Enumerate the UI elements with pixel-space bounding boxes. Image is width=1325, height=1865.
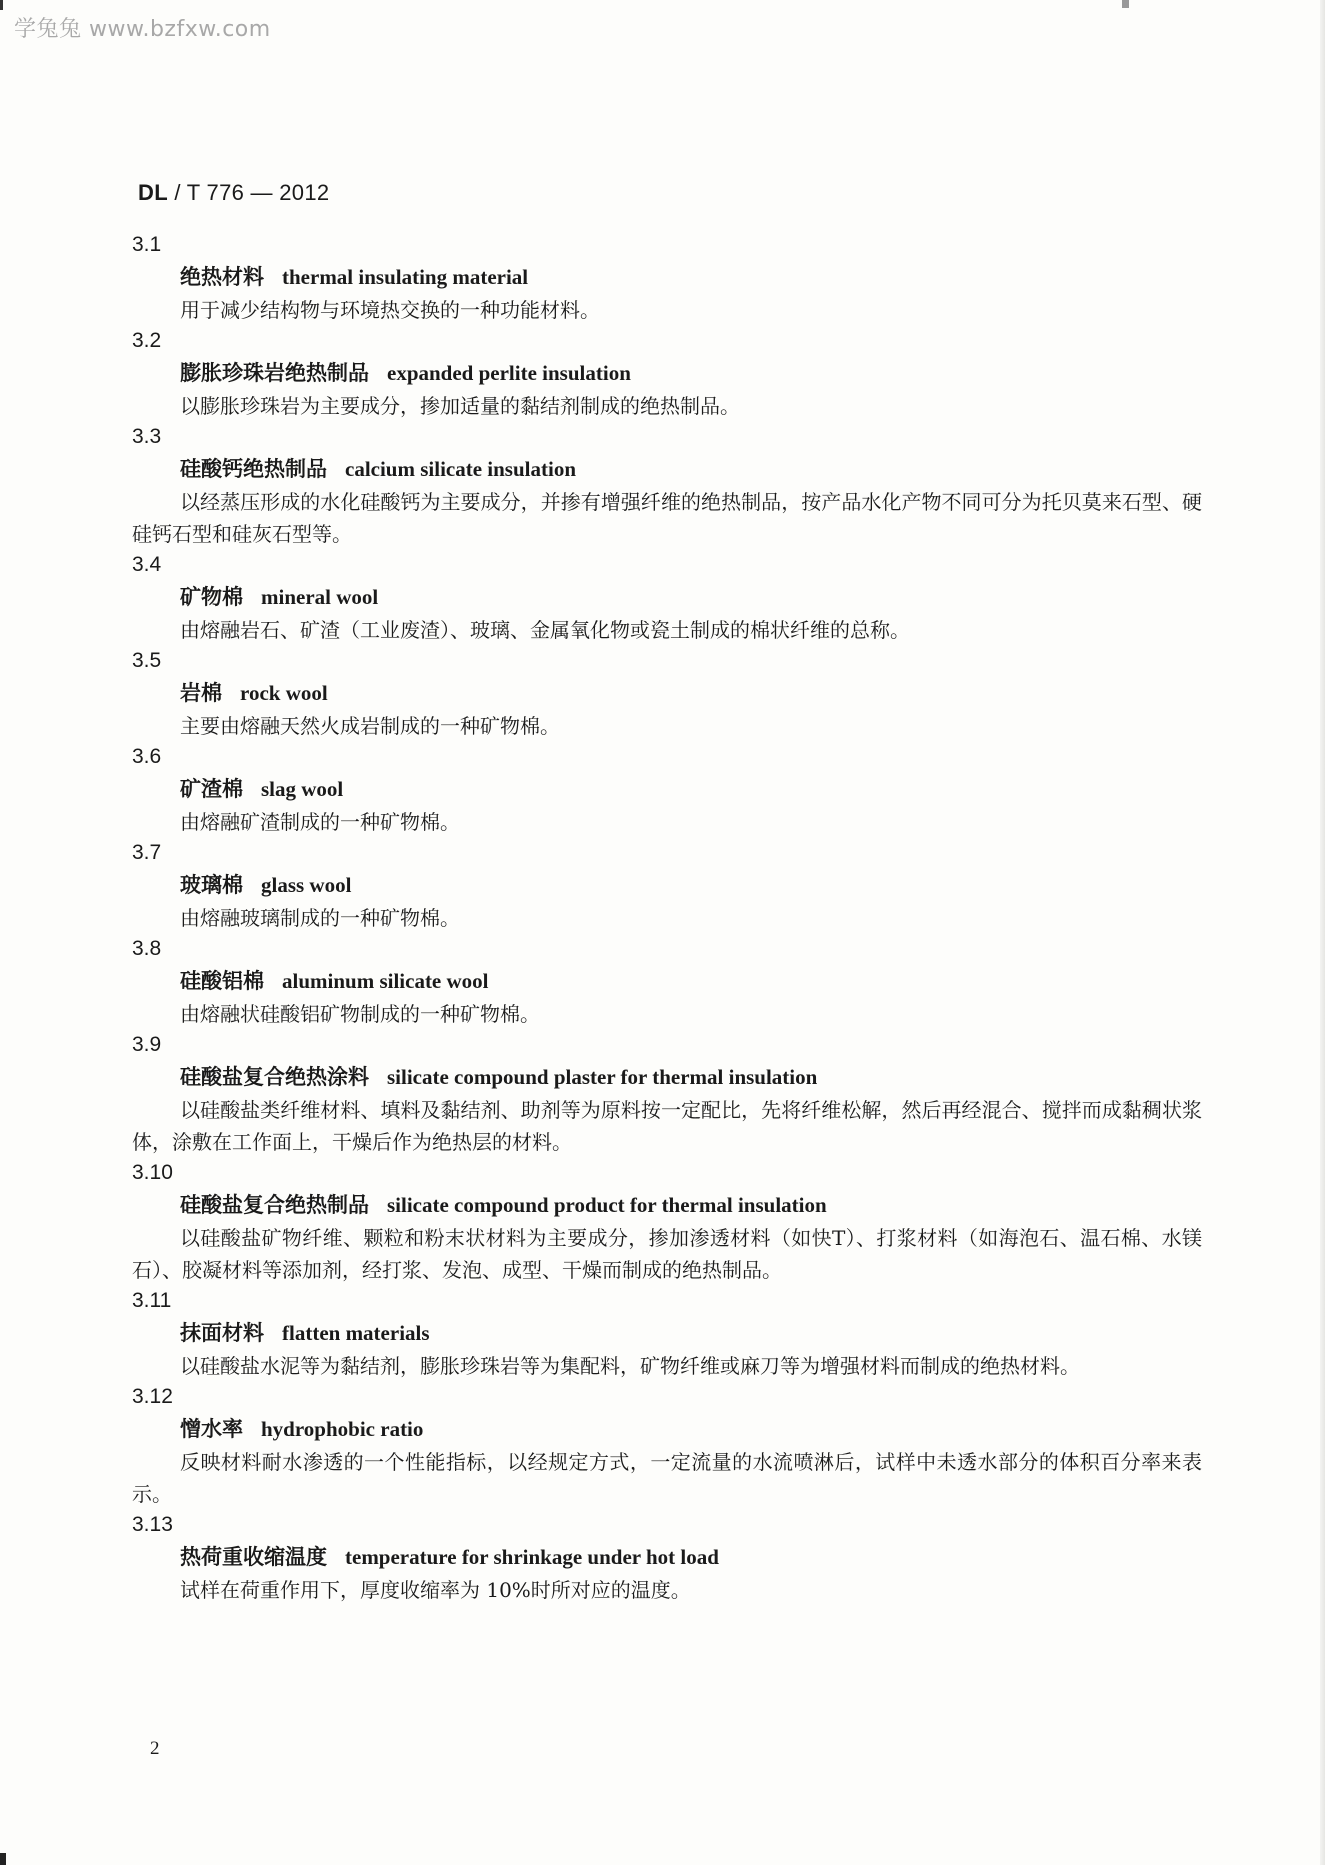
term-title <box>132 260 1202 294</box>
term-chinese: 玻璃棉 <box>180 872 243 897</box>
term-chinese: 硅酸铝棉 <box>180 968 264 993</box>
scan-bottom-mark <box>0 1853 6 1865</box>
term-definition: 用于减少结构物与环境热交换的一种功能材料。 <box>180 298 600 322</box>
term-chinese: 绝热材料 <box>180 264 264 289</box>
term-english: thermal insulating material <box>282 265 529 289</box>
term-definition: 以硅酸盐水泥等为黏结剂，膨胀珍珠岩等为集配料，矿物纤维或麻刀等为增强材料而制成的绝热材料。 <box>180 1354 1080 1378</box>
term-definition: 以硅酸盐矿物纤维、颗粒和粉末状材料为主要成分，掺加渗透材料（如快T）、打浆材料（如海泡石、温石棉、水镁石）、胶凝材料等添加剂，经打浆、发泡、成型、干燥而制成的绝热制品。 <box>132 1226 1202 1282</box>
term-chinese: 矿渣棉 <box>180 776 243 801</box>
term-definition: 由熔融岩石、矿渣（工业废渣）、玻璃、金属氧化物或瓷土制成的棉状纤维的总称。 <box>180 618 910 642</box>
term-number: 3.4 <box>132 553 162 576</box>
term-english: slag wool <box>261 777 344 801</box>
term-english: silicate compound plaster for thermal insulation <box>387 1065 818 1089</box>
term-number: 3.11 <box>132 1289 172 1312</box>
term-english: aluminum silicate wool <box>282 969 489 993</box>
term-entry <box>132 550 1202 646</box>
term-title <box>132 1412 1202 1446</box>
term-english: temperature for shrinkage under hot load <box>345 1545 719 1569</box>
term-number: 3.1 <box>132 233 162 256</box>
scan-right-edge <box>1320 0 1325 1865</box>
term-number: 3.7 <box>132 841 162 864</box>
term-english: silicate compound product for thermal insulation <box>387 1193 827 1217</box>
standard-code: DL <box>138 180 168 205</box>
term-chinese: 硅酸盐复合绝热涂料 <box>180 1064 369 1089</box>
term-title <box>132 868 1202 902</box>
term-entry <box>132 1158 1202 1286</box>
term-definition: 由熔融矿渣制成的一种矿物棉。 <box>180 810 460 834</box>
term-english: rock wool <box>240 681 328 705</box>
scan-edge-mark <box>0 0 3 10</box>
term-chinese: 膨胀珍珠岩绝热制品 <box>180 360 369 385</box>
term-english: expanded perlite insulation <box>387 361 631 385</box>
term-english: hydrophobic ratio <box>261 1417 424 1441</box>
term-chinese: 憎水率 <box>180 1416 243 1441</box>
term-chinese: 热荷重收缩温度 <box>180 1544 327 1569</box>
term-chinese: 硅酸盐复合绝热制品 <box>180 1192 369 1217</box>
term-entry <box>132 934 1202 1030</box>
term-definition: 反映材料耐水渗透的一个性能指标，以经规定方式，一定流量的水流喷淋后，试样中未透水部分的体积百分率来表示。 <box>132 1450 1202 1506</box>
page-number: 2 <box>150 1738 160 1759</box>
term-number: 3.10 <box>132 1161 173 1184</box>
term-entry <box>132 1510 1202 1606</box>
term-number: 3.9 <box>132 1033 162 1056</box>
term-entry <box>132 230 1202 326</box>
term-title <box>132 772 1202 806</box>
term-entry <box>132 646 1202 742</box>
term-number: 3.5 <box>132 649 162 672</box>
term-number: 3.2 <box>132 329 162 352</box>
term-english: mineral wool <box>261 585 379 609</box>
term-title <box>132 1316 1202 1350</box>
term-definition: 由熔融状硅酸铝矿物制成的一种矿物棉。 <box>180 1002 540 1026</box>
term-title <box>132 1188 1202 1222</box>
terms-list <box>132 230 1202 1606</box>
term-number: 3.13 <box>132 1513 173 1536</box>
term-definition: 以硅酸盐类纤维材料、填料及黏结剂、助剂等为原料按一定配比，先将纤维松解，然后再经混合、搅拌而成黏稠状浆体，涂敷在工作面上，干燥后作为绝热层的材料。 <box>132 1098 1202 1154</box>
standard-number: / T 776 — 2012 <box>167 180 330 205</box>
term-entry <box>132 1382 1202 1510</box>
term-entry <box>132 1286 1202 1382</box>
term-entry <box>132 422 1202 550</box>
term-number: 3.3 <box>132 425 162 448</box>
term-english: calcium silicate insulation <box>345 457 576 481</box>
term-definition: 以膨胀珍珠岩为主要成分，掺加适量的黏结剂制成的绝热制品。 <box>180 394 740 418</box>
term-entry <box>132 326 1202 422</box>
term-number: 3.6 <box>132 745 162 768</box>
watermark: 学兔兔 www.bzfxw.com <box>14 17 271 42</box>
term-number: 3.12 <box>132 1385 173 1408</box>
term-english: glass wool <box>261 873 352 897</box>
term-title <box>132 356 1202 390</box>
term-title <box>132 676 1202 710</box>
term-entry <box>132 838 1202 934</box>
term-definition: 由熔融玻璃制成的一种矿物棉。 <box>180 906 460 930</box>
term-chinese: 岩棉 <box>180 680 222 705</box>
term-chinese: 硅酸钙绝热制品 <box>180 456 327 481</box>
term-title <box>132 452 1202 486</box>
term-title <box>132 1060 1202 1094</box>
term-definition: 主要由熔融天然火成岩制成的一种矿物棉。 <box>180 714 560 738</box>
term-title <box>132 580 1202 614</box>
term-chinese: 矿物棉 <box>180 584 243 609</box>
term-title <box>132 964 1202 998</box>
term-english: flatten materials <box>282 1321 430 1345</box>
term-chinese: 抹面材料 <box>180 1320 264 1345</box>
scan-top-tick <box>1122 0 1129 8</box>
term-entry <box>132 742 1202 838</box>
standard-header <box>138 180 329 206</box>
term-definition: 试样在荷重作用下，厚度收缩率为 10%时所对应的温度。 <box>180 1578 691 1602</box>
term-definition: 以经蒸压形成的水化硅酸钙为主要成分，并掺有增强纤维的绝热制品，按产品水化产物不同可分为托贝莫来石型、硬硅钙石型和硅灰石型等。 <box>132 490 1202 546</box>
term-number: 3.8 <box>132 937 162 960</box>
term-title <box>132 1540 1202 1574</box>
term-entry <box>132 1030 1202 1158</box>
